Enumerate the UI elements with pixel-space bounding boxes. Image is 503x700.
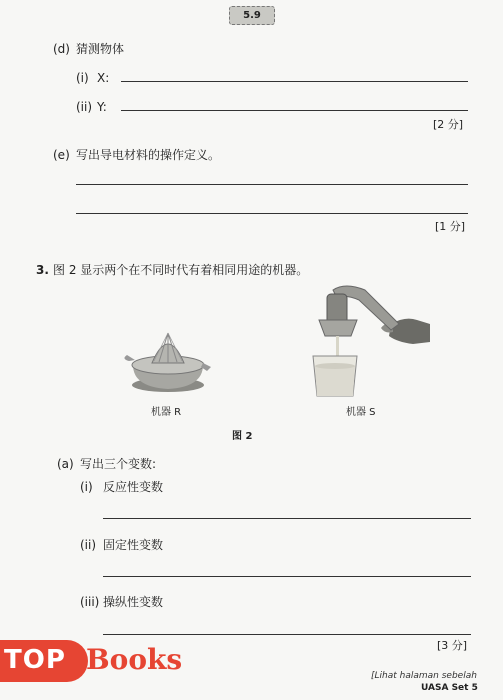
question-3-number: 3. — [36, 263, 49, 277]
machine-r-illustration — [123, 327, 213, 397]
question-a-label: (a) — [57, 457, 74, 471]
question-a-ii-label: (ii) — [80, 538, 97, 552]
answer-line-e-2[interactable] — [76, 213, 468, 214]
answer-line-e-1[interactable] — [76, 184, 468, 185]
question-a-i-text: 反应性变数 — [103, 480, 164, 494]
question-a-iii-text: 操纵性变数 — [103, 595, 164, 609]
answer-line-d-ii[interactable] — [121, 110, 468, 111]
footer-note: [Lihat halaman sebelah — [371, 671, 477, 681]
logo-books-text: Books — [86, 643, 183, 676]
machine-r-label: 机器 R — [151, 407, 182, 418]
machine-s-label: 机器 S — [346, 407, 376, 418]
question-e-label: (e) — [53, 148, 70, 162]
marks-e: [1 分] — [435, 220, 466, 233]
question-a-iii-label: (iii) — [80, 595, 100, 609]
question-d-text: 猜测物体 — [76, 42, 125, 56]
marks-d: [2 分] — [433, 118, 464, 131]
logo-top-text: TOP — [4, 645, 66, 675]
question-a-i-label: (i) — [80, 480, 93, 494]
answer-line-a-ii[interactable] — [103, 576, 471, 577]
question-a-text: 写出三个变数: — [80, 457, 157, 471]
topbooks-logo-badge — [0, 640, 88, 682]
machine-s-illustration — [305, 280, 430, 398]
figure-caption: 图 2 — [232, 431, 253, 442]
question-e-text: 写出导电材料的操作定义。 — [76, 148, 221, 162]
marks-a: [3 分] — [437, 639, 468, 652]
footer-set: UASA Set 5 — [421, 683, 478, 693]
question-a-ii-text: 固定性变数 — [103, 538, 164, 552]
answer-line-a-iii[interactable] — [103, 634, 471, 635]
answer-line-a-i[interactable] — [103, 518, 471, 519]
question-d-ii-text: Y: — [97, 100, 107, 114]
question-d-i-text: X: — [97, 71, 110, 85]
question-d-i-label: (i) — [76, 71, 89, 85]
page-tag: 5.9 — [229, 6, 275, 25]
question-d-label: (d) — [53, 42, 70, 56]
question-3-text: 图 2 显示两个在不同时代有着相同用途的机器。 — [53, 263, 309, 277]
answer-line-d-i[interactable] — [121, 81, 468, 82]
question-d-ii-label: (ii) — [76, 100, 93, 114]
